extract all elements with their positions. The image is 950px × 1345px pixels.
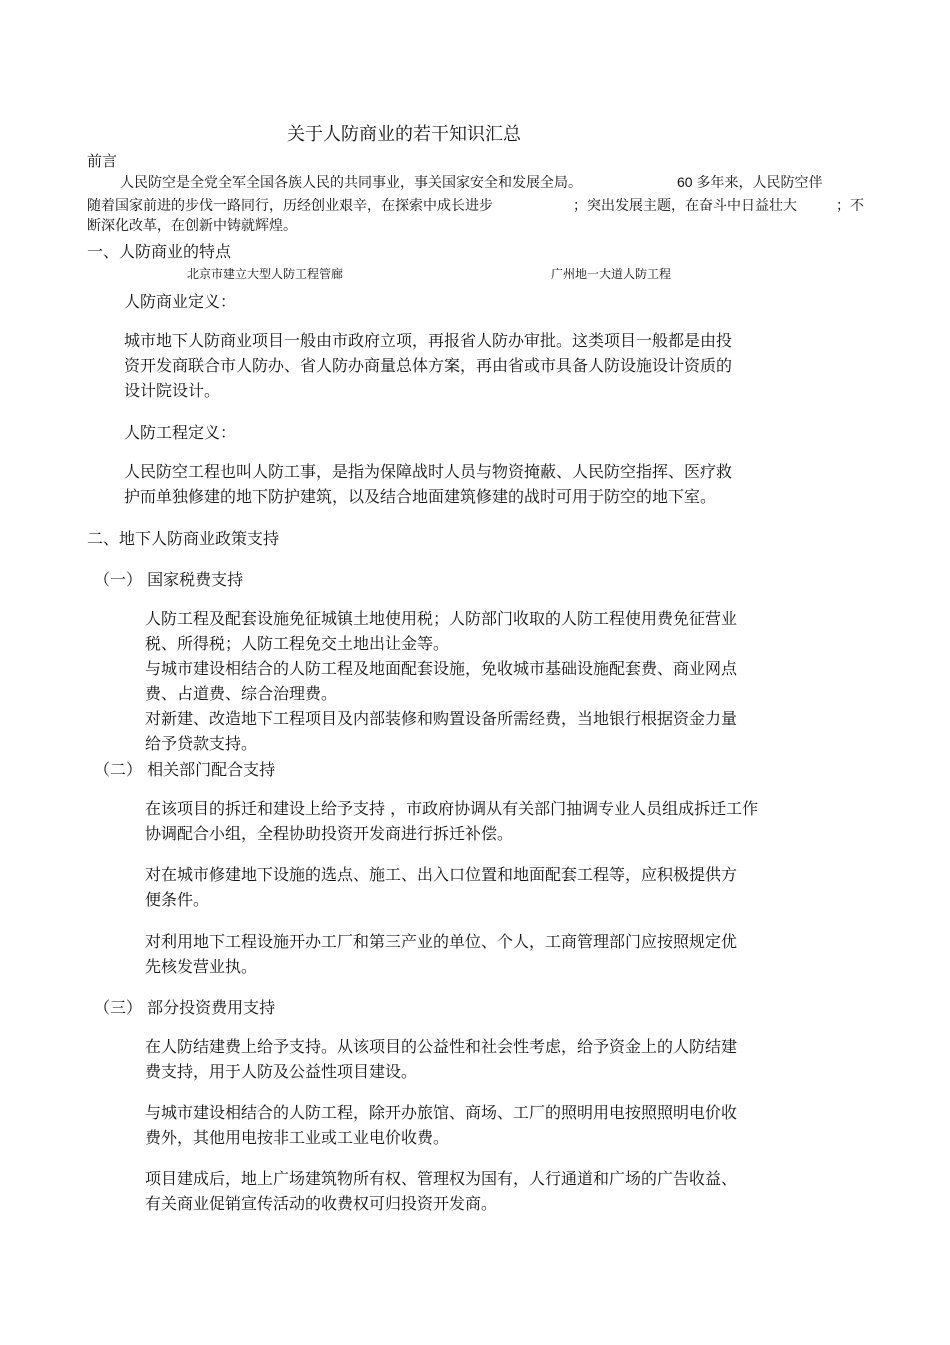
def1-line: 设计院设计。: [124, 381, 221, 400]
sub2-p2-line: 对在城市修建地下设施的选点、施工、出入口位置和地面配套工程等，应积极提供方: [145, 865, 738, 884]
sub2-p3-line: 对利用地下工程设施开办工厂和第三产业的单位、个人，工商管理部门应按照规定优: [145, 932, 738, 951]
sub3-p2-line: 与城市建设相结合的人防工程，除开办旅馆、商场、工厂的照明用电按照照明电价收: [145, 1103, 738, 1122]
sub1-line: 与城市建设相结合的人防工程及地面配套设施，免收城市基础设施配套费、商业网点: [145, 659, 738, 678]
sub2-paragraph-1: [145, 796, 758, 846]
sub3-heading: （三） 部分投资费用支持: [94, 998, 276, 1017]
sub2-p1-line: 协调配合小组，全程协助投资开发商进行拆迁补偿。: [145, 824, 514, 843]
def2-paragraph: [124, 459, 732, 509]
sub1-line: 人防工程及配套设施免征城镇土地使用税；人防部门收取的人防工程使用费免征营业: [145, 609, 738, 628]
sub3-paragraph-3: [145, 1166, 737, 1216]
def1-paragraph: [124, 328, 732, 403]
sub3-p1-line: 在人防结建费上给予支持。从该项目的公益性和社会性考虑，给予资金上的人防结建: [145, 1037, 738, 1056]
sub1-line: 费、占道费、综合治理费。: [145, 684, 338, 703]
preface-heading: 前言: [87, 152, 118, 170]
sub1-line: 税、所得税；人防工程免交土地出让金等。: [145, 634, 450, 653]
preface-line1-b: 60 多年来，人民防空伴: [677, 174, 823, 190]
def1-line: 城市地下人防商业项目一般由市政府立项，再报省人防办审批。这类项目一般都是由投: [124, 331, 733, 350]
preface-line3: 断深化改革，在创新中铸就辉煌。: [87, 218, 297, 234]
sub3-p3-line: 有关商业促销宣传活动的收费权可归投资开发商。: [145, 1194, 498, 1213]
sub3-paragraph-2: [145, 1100, 737, 1150]
def1-heading: 人防商业定义：: [124, 292, 237, 311]
section2-heading: 二、地下人防商业政策支持: [87, 529, 280, 548]
def2-heading: 人防工程定义：: [124, 423, 237, 442]
preface-line1-a: 人民防空是全党全军全国各族人民的共同事业，事关国家安全和发展全局。: [120, 175, 582, 191]
sub1-paragraph: [145, 606, 737, 756]
sub2-p2-line: 便条件。: [145, 890, 210, 909]
sub1-line: 给予贷款支持。: [145, 734, 258, 753]
sub2-p1-line: 在该项目的拆迁和建设上给予支持 ，市政府协调从有关部门抽调专业人员组成拆迁工作: [145, 799, 759, 818]
sub1-line: 对新建、改造地下工程项目及内部装修和购置设备所需经费，当地银行根据资金力量: [145, 709, 738, 728]
image-caption-left: 北京市建立大型人防工程管廊: [187, 267, 344, 281]
sub2-p3-line: 先核发营业执。: [145, 957, 258, 976]
sub3-p3-line: 项目建成后，地上广场建筑物所有权、管理权为国有，人行通道和广场的广告收益、: [145, 1169, 738, 1188]
section1-heading: 一、人防商业的特点: [87, 242, 232, 261]
def2-line: 护而单独修建的地下防护建筑，以及结合地面建筑修建的战时可用于防空的地下室。: [124, 487, 717, 506]
sub2-paragraph-3: [145, 929, 737, 979]
def2-line: 人民防空工程也叫人防工事，是指为保障战时人员与物资掩蔽、人民防空指挥、医疗救: [124, 462, 733, 481]
def1-line: 资开发商联合市人防办、省人防办商量总体方案，再由省或市具备人防设施设计资质的: [124, 356, 733, 375]
sub1-heading: （一） 国家税费支持: [94, 570, 244, 589]
sub3-p2-line: 费外，其他用电按非工业或工业电价收费。: [145, 1128, 450, 1147]
sub3-paragraph-1: [145, 1034, 737, 1084]
sub2-heading: （二） 相关部门配合支持: [94, 760, 276, 779]
sub2-paragraph-2: [145, 862, 737, 912]
image-caption-right: 广州地一大道人防工程: [551, 267, 672, 281]
preface-line2-b: ；突出发展主题，在奋斗中日益壮大: [573, 198, 797, 214]
sub3-p1-line: 费支持，用于人防及公益性项目建设。: [145, 1062, 418, 1081]
preface-line2-a: 随着国家前进的步伐一路同行，历经创业艰辛，在探索中成长进步: [87, 198, 493, 214]
document-title: 关于人防商业的若干知识汇总: [287, 124, 521, 145]
preface-line2-c: ；不: [836, 198, 864, 214]
